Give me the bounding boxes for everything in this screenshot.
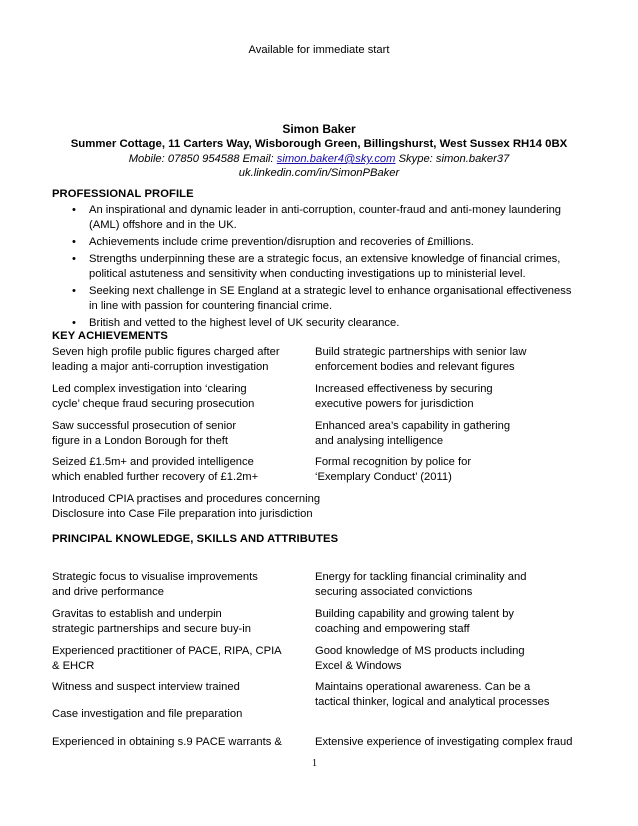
skill-right <box>315 570 526 601</box>
skill-left-line: Strategic focus to visualise improvements <box>52 571 258 583</box>
achievement-wide-line: Introduced CPIA practises and procedures concerning <box>52 493 321 505</box>
skill-right <box>315 735 572 750</box>
skill-right-line: Building capability and growing talent by <box>315 608 515 620</box>
skill-left <box>52 644 282 675</box>
bullet-icon: • <box>72 253 76 265</box>
achievement-right-line: and analysing intelligence <box>315 435 444 448</box>
bullet-icon: • <box>72 285 76 297</box>
profile-heading: PROFESSIONAL PROFILE <box>52 188 194 200</box>
achievement-right-line: Build strategic partnerships with senior law <box>315 346 527 358</box>
achievement-right-line: Enhanced area’s capability in gathering <box>315 420 511 432</box>
achievement-left-line: which enabled further recovery of £1.2m+ <box>52 471 259 484</box>
achievement-left-line: Led complex investigation into ‘clearing <box>52 383 247 395</box>
email-link[interactable]: simon.baker4@sky.com <box>276 153 396 165</box>
availability-note: Available for immediate start <box>248 44 390 56</box>
achievement-right <box>315 382 493 413</box>
achievement-right-line: enforcement bodies and relevant figures <box>315 361 515 374</box>
skill-right-line: Excel & Windows <box>315 660 402 673</box>
achievement-right <box>315 455 471 486</box>
bullet-icon: • <box>72 236 76 248</box>
skill-left-line: & EHCR <box>52 660 95 673</box>
skype-id: simon.baker37 <box>435 153 510 165</box>
achievement-left <box>52 345 280 376</box>
profile-bullet <box>52 235 582 250</box>
page-number: 1 <box>312 758 317 769</box>
skill-left-line: Experienced practitioner of PACE, RIPA, CPIA <box>52 645 282 657</box>
linkedin-url: uk.linkedin.com/in/SimonPBaker <box>238 167 400 179</box>
address-line: Summer Cottage, 11 Carters Way, Wisborough Green, Billingshurst, West Sussex RH14 0BX <box>70 138 568 150</box>
achievement-left-line: cycle’ cheque fraud securing prosecution <box>52 398 255 411</box>
profile-bullet <box>52 316 582 331</box>
skill-right-line: Maintains operational awareness. Can be a <box>315 681 531 693</box>
profile-bullet-text: British and vetted to the highest level of UK security clearance. <box>89 317 400 329</box>
skill-left <box>52 735 282 750</box>
achievement-left-line: Seized £1.5m+ and provided intelligence <box>52 456 254 468</box>
bullet-icon: • <box>72 204 76 216</box>
skill-left-line: strategic partnerships and secure buy-in <box>52 623 251 636</box>
mobile-number: 07850 954588 <box>167 153 240 165</box>
skill-right <box>315 644 525 675</box>
skill-right-line: coaching and empowering staff <box>315 623 470 636</box>
skill-right-line: Energy for tackling financial criminality and <box>315 571 527 583</box>
skype-label: Skype: <box>398 153 433 165</box>
skill-right <box>315 607 514 638</box>
skill-left <box>52 680 240 695</box>
achievement-right-line: ‘Exemplary Conduct’ (2011) <box>315 471 452 484</box>
bullet-icon: • <box>72 317 76 329</box>
achievement-right <box>315 419 510 450</box>
achievement-right-line: executive powers for jurisdiction <box>315 398 474 411</box>
achievement-wide-line: Disclosure into Case File preparation into jurisdiction <box>52 508 313 521</box>
email-label: Email: <box>242 153 274 165</box>
skill-right-line: Good knowledge of MS products including <box>315 645 525 657</box>
achievement-left-line: Seven high profile public figures charged after <box>52 346 280 358</box>
skill-left <box>52 607 251 638</box>
profile-bullet <box>52 252 582 282</box>
achievements-heading: KEY ACHIEVEMENTS <box>52 330 168 342</box>
profile-list <box>52 203 582 333</box>
achievement-wide <box>52 492 320 523</box>
profile-bullet-text: An inspirational and dynamic leader in anti-corruption, counter-fraud and anti-money laundering (AML) offshore and in the UK. <box>89 204 562 231</box>
skill-left <box>52 570 258 601</box>
skill-left-line: Experienced in obtaining s.9 PACE warrants & <box>52 736 282 748</box>
contact-line <box>0 153 638 165</box>
achievement-left-line: Saw successful prosecution of senior <box>52 420 237 432</box>
achievement-right-line: Increased effectiveness by securing <box>315 383 493 395</box>
profile-bullet-text: Achievements include crime prevention/disruption and recoveries of £millions. <box>89 236 474 248</box>
profile-bullet <box>52 284 582 314</box>
achievement-left <box>52 455 258 486</box>
candidate-name: Simon Baker <box>282 122 356 136</box>
skill-right-line: securing associated convictions <box>315 586 473 599</box>
profile-bullet <box>52 203 582 233</box>
skill-left-line: Gravitas to establish and underpin <box>52 608 222 620</box>
skill-left-line: Case investigation and file preparation <box>52 708 243 720</box>
achievement-right <box>315 345 526 376</box>
skill-left <box>52 707 242 722</box>
mobile-label: Mobile: <box>128 153 165 165</box>
achievement-left <box>52 382 254 413</box>
achievement-left <box>52 419 236 450</box>
skill-right-line: Extensive experience of investigating complex fraud <box>315 736 573 748</box>
profile-bullet-text: Seeking next challenge in SE England at a strategic level to enhance organisational effectiveness in line with passion for countering financial crime. <box>89 285 572 312</box>
achievement-left-line: leading a major anti-corruption investigation <box>52 361 269 374</box>
skill-left-line: and drive performance <box>52 586 164 599</box>
achievement-right-line: Formal recognition by police for <box>315 456 472 468</box>
skill-left-line: Witness and suspect interview trained <box>52 681 240 693</box>
achievement-left-line: figure in a London Borough for theft <box>52 435 229 448</box>
skills-heading: PRINCIPAL KNOWLEDGE, SKILLS AND ATTRIBUTES <box>52 533 339 545</box>
profile-bullet-text: Strengths underpinning these are a strategic focus, an extensive knowledge of financial crimes, political astuteness and sensitivity when conducting investigations up to ministerial level. <box>89 253 561 280</box>
skill-right-line: tactical thinker, logical and analytical processes <box>315 696 550 709</box>
skill-right <box>315 680 549 711</box>
